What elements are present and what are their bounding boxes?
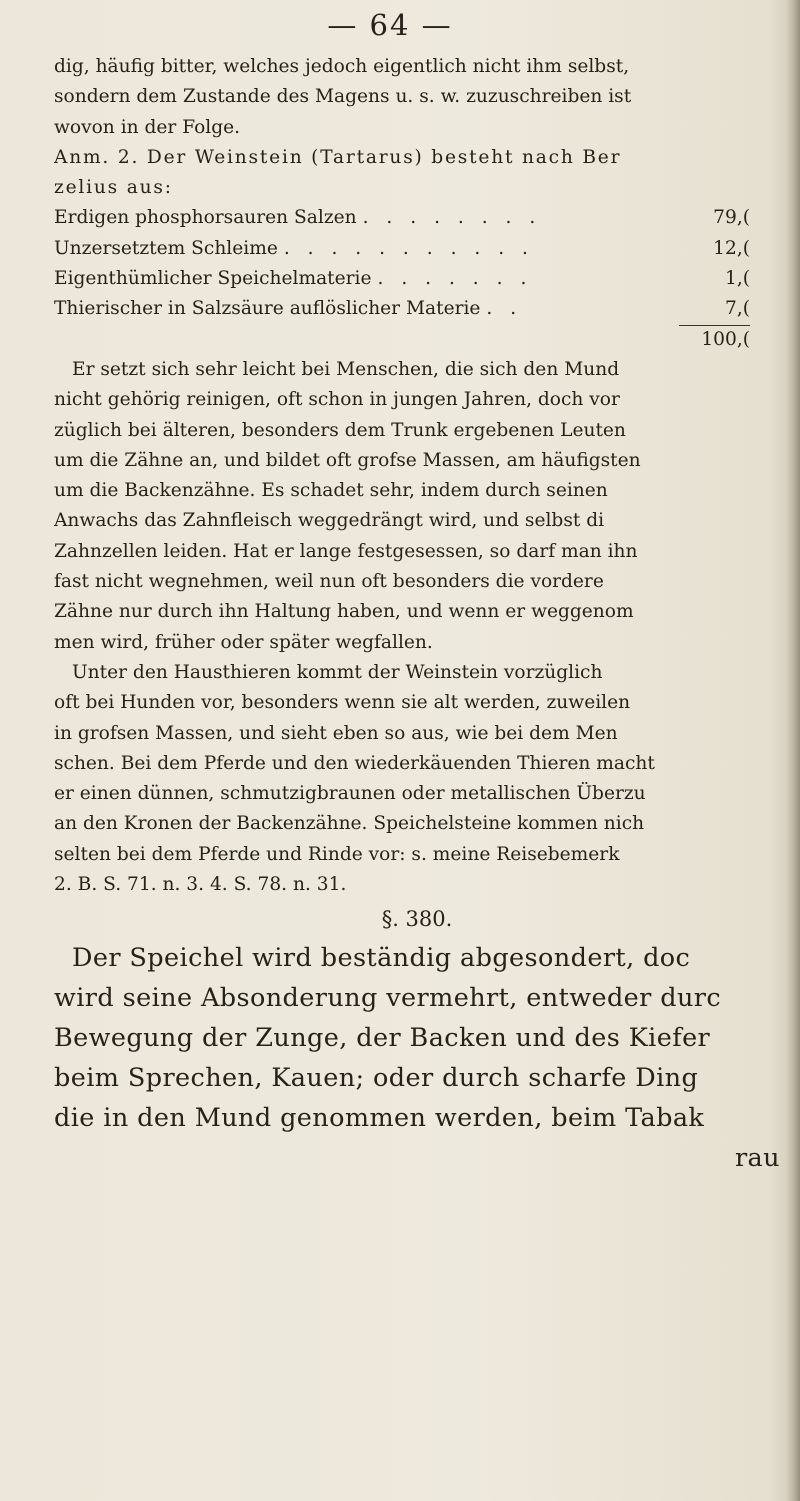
text-line: oft bei Hunden vor, besonders wenn sie alt werden, zuweilen [54, 692, 631, 714]
annotation-heading: Anm. 2. Der Weinstein (Tartarus) besteht nach Ber [54, 146, 622, 168]
composition-row [54, 294, 750, 324]
composition-value: 7,( [725, 298, 750, 320]
section-heading: §. 380. [381, 907, 453, 932]
composition-value: 1,( [725, 268, 750, 290]
text-line: in grofsen Massen, und sieht eben so aus, wie bei dem Men [54, 722, 618, 744]
text-line: Unter den Hausthieren kommt der Weinstein vorzüglich [72, 661, 603, 683]
small-print-block [54, 52, 780, 900]
composition-total-row [54, 325, 750, 355]
text-line: men wird, früher oder später wegfallen. [54, 631, 433, 653]
text-line: die in den Mund genommen werden, beim Tabak [54, 1103, 705, 1134]
text-line: züglich bei älteren, besonders dem Trunk ergebenen Leuten [54, 419, 626, 441]
page-body [54, 52, 780, 1178]
text-line: fast nicht wegnehmen, weil nun oft besonders die vordere [54, 571, 604, 593]
leader-dots: . . . . . . . [377, 268, 533, 290]
annotation-heading-cont: zelius aus: [54, 177, 173, 199]
text-line: Er setzt sich sehr leicht bei Menschen, die sich den Mund [72, 358, 620, 380]
page-edge-shadow [786, 0, 800, 1501]
text-line: beim Sprechen, Kauen; oder durch scharfe Ding [54, 1063, 699, 1094]
catchword: rau [734, 1143, 780, 1174]
text-line: Anwachs das Zahnfleisch weggedrängt wird, und selbst di [54, 510, 605, 532]
composition-label: Unzersetztem Schleime [54, 237, 278, 259]
composition-value: 79,( [713, 207, 750, 229]
text-line: um die Zähne an, und bildet oft grofse Massen, am häufigsten [54, 449, 641, 471]
text-line: dig, häufig bitter, welches jedoch eigentlich nicht ihm selbst, [54, 56, 630, 77]
text-line: an den Kronen der Backenzähne. Speichelsteine kommen nich [54, 813, 645, 835]
text-line: er einen dünnen, schmutzigbraunen oder metallischen Überzu [54, 783, 646, 805]
large-print-block [54, 938, 780, 1178]
leader-dots: . . . . . . . . [362, 207, 542, 229]
text-line: Zähne nur durch ihn Haltung haben, und wenn er weggenom [54, 601, 634, 623]
composition-row [54, 203, 750, 233]
text-line: Der Speichel wird beständig abgesondert, doc [72, 943, 691, 974]
composition-label: Eigenthümlicher Speichelmaterie [54, 268, 372, 290]
composition-label: Thierischer in Salzsäure auflöslicher Materie [54, 298, 481, 320]
leader-dots: . . [486, 298, 523, 320]
text-line: schen. Bei dem Pferde und den wiederkäuenden Thieren macht [54, 752, 655, 774]
leader-dots: . . . . . . . . . . . [283, 237, 534, 259]
text-line: um die Backenzähne. Es schadet sehr, indem durch seinen [54, 480, 608, 502]
text-line: 2. B. S. 71. n. 3. 4. S. 78. n. 31. [54, 874, 347, 896]
text-line: Zahnzellen leiden. Hat er lange festgesessen, so darf man ihn [54, 540, 638, 562]
text-line: selten bei dem Pferde und Rinde vor: s. meine Reisebemerk [54, 843, 620, 865]
text-line: nicht gehörig reinigen, oft schon in jungen Jahren, doch vor [54, 389, 620, 411]
text-line: Bewegung der Zunge, der Backen und des Kiefer [54, 1023, 711, 1054]
composition-total: 100,( [679, 325, 750, 355]
composition-row [54, 264, 750, 294]
composition-row [54, 234, 750, 264]
text-line: wird seine Absonderung vermehrt, entweder durc [54, 983, 722, 1014]
page-number: — 64 — [327, 8, 453, 42]
composition-value: 12,( [713, 237, 750, 259]
text-line: wovon in der Folge. [54, 116, 241, 138]
text-line: sondern dem Zustande des Magens u. s. w. zuzuschreiben ist [54, 86, 632, 108]
composition-label: Erdigen phosphorsauren Salzen [54, 207, 357, 229]
composition-table [54, 203, 750, 354]
